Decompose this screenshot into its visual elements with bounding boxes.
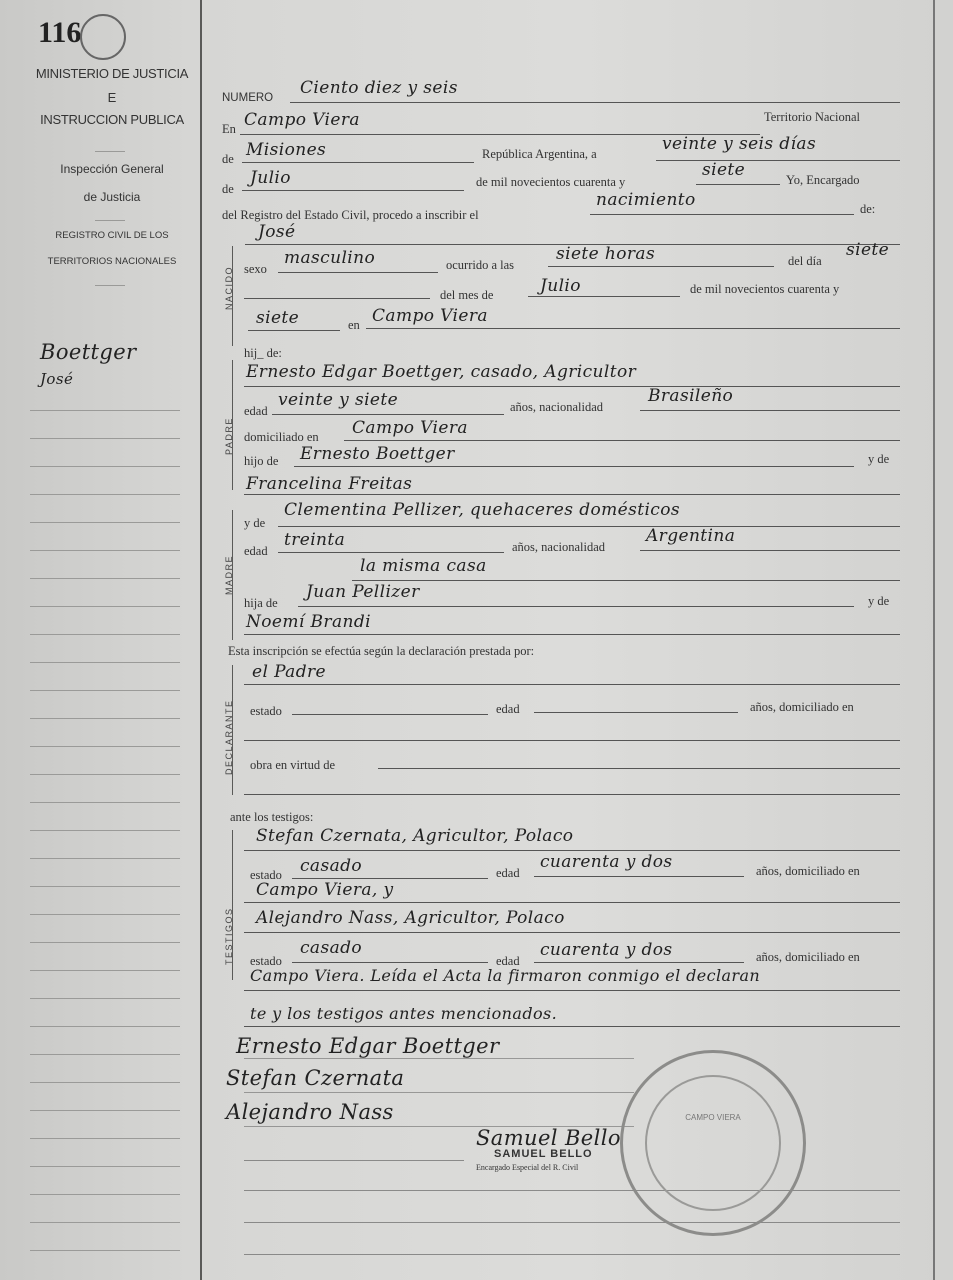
rule xyxy=(244,684,900,685)
value-witness-1-name: Stefan Czernata, Agricultor, Polaco xyxy=(256,826,574,846)
section-label-madre: MADRE xyxy=(224,554,234,595)
rule xyxy=(290,102,900,103)
rule xyxy=(528,296,680,297)
label-yo: Yo, Encargado xyxy=(786,173,860,187)
label-estado-declarante: estado xyxy=(250,704,282,718)
rule xyxy=(534,876,744,877)
margin-rule xyxy=(30,998,180,999)
margin-rule xyxy=(30,802,180,803)
value-act: nacimiento xyxy=(596,190,696,210)
value-maternal-grandfather: Juan Pellizer xyxy=(306,582,420,602)
value-edad-w2: cuarenta y dos xyxy=(540,940,673,960)
rule xyxy=(278,272,438,273)
margin-rule xyxy=(30,550,180,551)
label-de-colon: de: xyxy=(860,202,876,216)
rule xyxy=(244,494,900,495)
separator xyxy=(95,285,125,286)
rule xyxy=(366,328,900,329)
rule xyxy=(278,552,504,553)
signature-witness-1: Stefan Czernata xyxy=(226,1066,405,1090)
rule xyxy=(272,414,504,415)
label-anos-w2: años, domiciliado en xyxy=(756,950,860,964)
registrar-title: Encargado Especial del R. Civil xyxy=(476,1163,579,1172)
value-witness-2-name: Alejandro Nass, Agricultor, Polaco xyxy=(256,908,565,928)
value-domicilio-padre: Campo Viera xyxy=(352,418,468,438)
value-paternal-grandfather: Ernesto Boettger xyxy=(300,444,455,464)
rule xyxy=(278,526,900,527)
rule xyxy=(292,714,488,715)
value-year: siete xyxy=(702,160,746,180)
section-label-declarante: DECLARANTE xyxy=(224,699,234,775)
declaracion-intro: Esta inscripción se efectúa según la declaración prestada por: xyxy=(228,644,535,658)
value-father-name: Ernesto Edgar Boettger, casado, Agricultor xyxy=(246,362,637,382)
rule xyxy=(244,1190,900,1191)
coat-of-arms-seal xyxy=(80,14,126,60)
label-ocurrido: ocurrido a las xyxy=(446,258,515,272)
value-edad-madre: treinta xyxy=(284,530,346,550)
value-estado-w2: casado xyxy=(300,938,363,958)
separator xyxy=(95,220,125,221)
registrar-name-stamp: SAMUEL BELLO xyxy=(494,1148,593,1160)
margin-rule xyxy=(30,606,180,607)
value-numero: Ciento diez y seis xyxy=(300,78,458,98)
margin-divider xyxy=(200,0,202,1280)
label-edad-madre: edad xyxy=(244,544,268,558)
margin-rule xyxy=(30,886,180,887)
margin-rule xyxy=(30,522,180,523)
margin-rule xyxy=(30,1138,180,1139)
rule xyxy=(378,768,900,769)
value-en: Campo Viera xyxy=(244,110,360,130)
value-domicilio-w1: Campo Viera, y xyxy=(256,880,394,900)
value-nacionalidad-padre: Brasileño xyxy=(648,386,734,406)
rule xyxy=(352,580,900,581)
registry-round-stamp xyxy=(620,1050,806,1236)
rule xyxy=(242,190,464,191)
value-dia: siete xyxy=(846,240,890,260)
margin-rule xyxy=(30,634,180,635)
rule xyxy=(244,1160,464,1161)
label-de: de xyxy=(222,152,234,166)
stamp-text: CAMPO VIERA xyxy=(685,1113,741,1122)
rule xyxy=(590,214,854,215)
label-obra: obra en virtud de xyxy=(250,758,336,772)
margin-rule xyxy=(30,1250,180,1251)
value-ano: siete xyxy=(256,308,300,328)
value-month: Julio xyxy=(250,168,291,188)
registry-line-2: TERRITORIOS NACIONALES xyxy=(47,256,177,267)
margin-surname: Boettger xyxy=(40,340,137,364)
rule xyxy=(656,160,900,161)
section-label-testigos: TESTIGOS xyxy=(224,907,234,965)
label-edad-w2: edad xyxy=(496,954,520,968)
value-province: Misiones xyxy=(246,140,327,160)
value-edad-padre: veinte y siete xyxy=(278,390,399,410)
value-closing: te y los testigos antes mencionados. xyxy=(250,1004,558,1023)
label-en: En xyxy=(222,122,236,136)
rule xyxy=(292,962,488,963)
rule xyxy=(248,330,340,331)
value-child-name: José xyxy=(258,222,296,242)
value-hora: siete horas xyxy=(556,244,656,264)
rule xyxy=(244,1092,634,1093)
rule xyxy=(298,606,854,607)
margin-rule xyxy=(30,578,180,579)
rule xyxy=(244,990,900,991)
label-del-mes: del mes de xyxy=(440,288,494,302)
label-edad-padre: edad xyxy=(244,404,268,418)
rule xyxy=(244,1026,900,1027)
label-y-de-madre-2: y de xyxy=(868,594,890,608)
value-nacionalidad-madre: Argentina xyxy=(646,526,736,546)
margin-rule xyxy=(30,410,180,411)
margin-rule xyxy=(30,1194,180,1195)
rule xyxy=(244,298,430,299)
rule xyxy=(244,740,900,741)
ministry-line-1: MINISTERIO DE JUSTICIA xyxy=(35,66,189,81)
registry-line-1: REGISTRO CIVIL DE LOS xyxy=(55,230,169,241)
value-lugar: Campo Viera xyxy=(372,306,488,326)
value-domicilio-w2: Campo Viera. Leída el Acta la firmaron conmigo el declaran xyxy=(250,966,761,985)
rule xyxy=(244,850,900,851)
rule xyxy=(344,440,900,441)
margin-rule xyxy=(30,718,180,719)
testigos-intro: ante los testigos: xyxy=(230,810,314,824)
margin-rule xyxy=(30,1082,180,1083)
label-domiciliado-padre: domiciliado en xyxy=(244,430,319,444)
label-estado-w2: estado xyxy=(250,954,282,968)
ministry-line-3: INSTRUCCION PUBLICA xyxy=(40,112,184,127)
ministry-line-2: E xyxy=(107,90,117,105)
rule xyxy=(294,466,854,467)
stamp-inner-ring xyxy=(645,1075,781,1211)
rule xyxy=(640,410,900,411)
value-sexo: masculino xyxy=(284,248,376,268)
margin-rule xyxy=(30,466,180,467)
label-y-de-madre: y de xyxy=(244,516,266,530)
label-anos-nac-madre: años, nacionalidad xyxy=(512,540,606,554)
rule xyxy=(244,902,900,903)
margin-rule xyxy=(30,690,180,691)
label-territorio: Territorio Nacional xyxy=(764,110,860,124)
rule xyxy=(548,266,774,267)
margin-given-name: José xyxy=(40,370,74,388)
margin-rule xyxy=(30,830,180,831)
signature-witness-2: Alejandro Nass xyxy=(226,1100,394,1124)
rule xyxy=(640,550,900,551)
label-edad-w1: edad xyxy=(496,866,520,880)
value-maternal-grandmother: Noemí Brandi xyxy=(246,612,371,632)
margin-rule xyxy=(30,438,180,439)
label-mil: de mil novecientos cuarenta y xyxy=(476,175,626,189)
label-del-dia: del día xyxy=(788,254,822,268)
rule xyxy=(696,184,780,185)
margin-rule xyxy=(30,662,180,663)
rule xyxy=(244,634,900,635)
right-edge-rule xyxy=(933,0,935,1280)
rule xyxy=(244,1222,900,1223)
inspection-line-1: Inspección General xyxy=(60,162,164,176)
rule xyxy=(292,878,488,879)
label-hijo-padre: hijo de xyxy=(244,454,279,468)
label-edad-declarante: edad xyxy=(496,702,520,716)
label-y-de-padre: y de xyxy=(868,452,890,466)
signature-registrar: Samuel Bello xyxy=(476,1126,621,1150)
label-anos-w1: años, domiciliado en xyxy=(756,864,860,878)
value-mes: Julio xyxy=(540,276,581,296)
rule xyxy=(244,1254,900,1255)
margin-rule xyxy=(30,914,180,915)
value-estado-w1: casado xyxy=(300,856,363,876)
margin-rule xyxy=(30,774,180,775)
section-label-padre: PADRE xyxy=(224,417,234,455)
section-label-nacido: NACIDO xyxy=(224,265,234,310)
label-republica: República Argentina, a xyxy=(482,147,597,161)
margin-rule xyxy=(30,1110,180,1111)
label-hijo-de: hij_ de: xyxy=(244,346,282,360)
margin-rule xyxy=(30,1222,180,1223)
label-numero: NUMERO xyxy=(222,92,274,104)
rule xyxy=(244,386,900,387)
label-anos-declarante: años, domiciliado en xyxy=(750,700,854,714)
label-de-2: de xyxy=(222,182,234,196)
label-anos-nac-padre: años, nacionalidad xyxy=(510,400,604,414)
margin-rule xyxy=(30,942,180,943)
label-del-registro: del Registro del Estado Civil, procedo a inscribir el xyxy=(222,208,479,222)
rule xyxy=(244,794,900,795)
label-hija-madre: hija de xyxy=(244,596,278,610)
rule xyxy=(244,1058,634,1059)
label-sexo: sexo xyxy=(244,262,267,276)
value-day: veinte y seis días xyxy=(662,134,817,154)
margin-rule xyxy=(30,970,180,971)
value-paternal-grandmother: Francelina Freitas xyxy=(246,474,413,494)
margin-rule xyxy=(30,1166,180,1167)
inspection-line-2: de Justicia xyxy=(83,190,141,204)
rule xyxy=(242,162,474,163)
record-number: 116 xyxy=(38,16,82,49)
value-mother-name: Clementina Pellizer, quehaceres domésticos xyxy=(284,500,680,520)
margin-rule xyxy=(30,858,180,859)
rule xyxy=(534,712,738,713)
label-estado-w1: estado xyxy=(250,868,282,882)
margin-rule xyxy=(30,1054,180,1055)
separator xyxy=(95,151,125,152)
value-domicilio-madre: la misma casa xyxy=(360,556,487,576)
margin-rule xyxy=(30,494,180,495)
rule xyxy=(244,932,900,933)
margin-rule xyxy=(30,746,180,747)
rule xyxy=(534,962,744,963)
label-en-lugar: en xyxy=(348,318,360,332)
value-edad-w1: cuarenta y dos xyxy=(540,852,673,872)
margin-rule xyxy=(30,1026,180,1027)
label-mil-nacido: de mil novecientos cuarenta y xyxy=(690,282,840,296)
signature-father: Ernesto Edgar Boettger xyxy=(236,1034,500,1058)
value-declarante: el Padre xyxy=(252,662,326,682)
